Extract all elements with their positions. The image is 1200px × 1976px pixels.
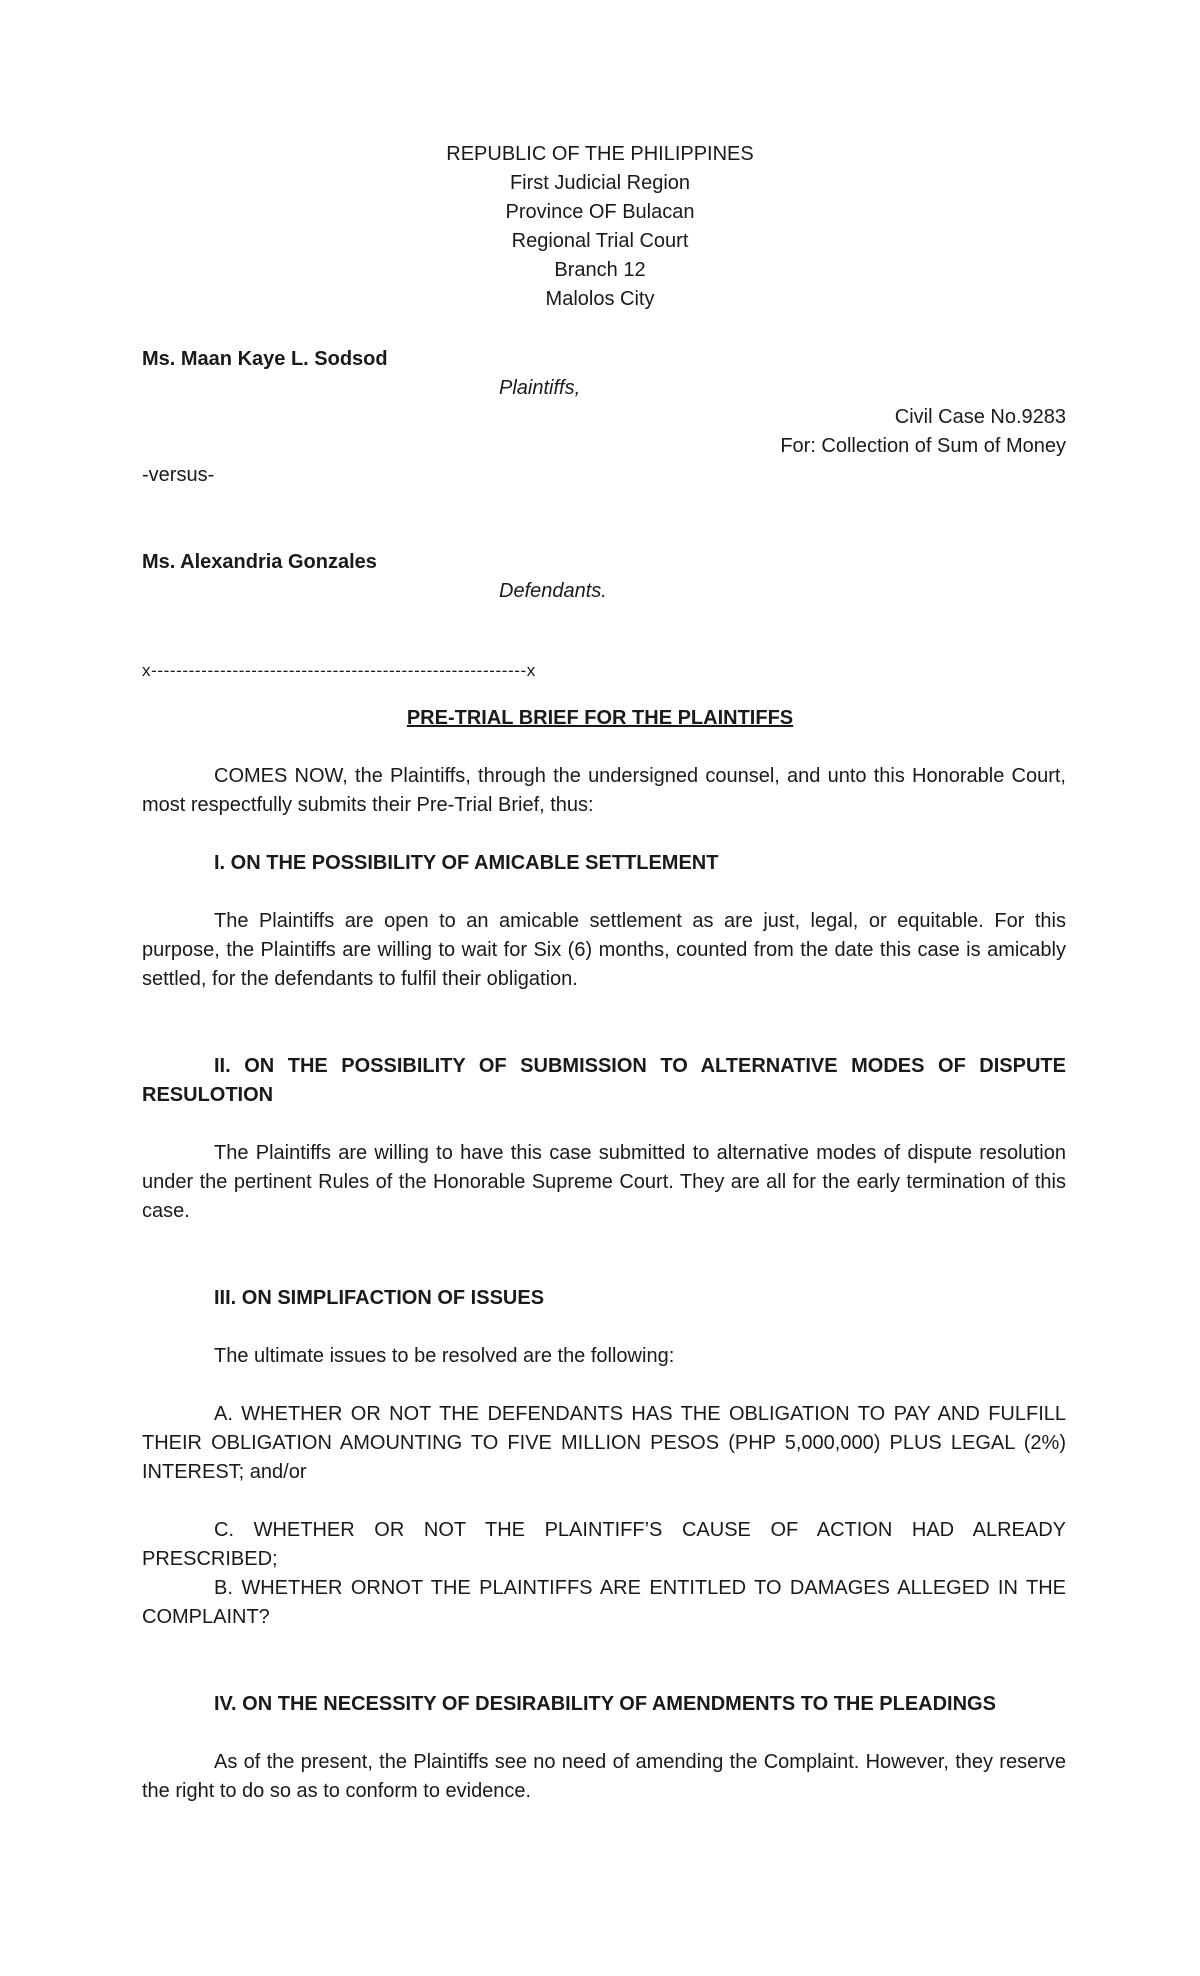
header-province: Province OF Bulacan xyxy=(505,201,695,223)
issue-b: B. WHETHER ORNOT THE PLAINTIFFS ARE ENTITLED TO DAMAGES ALLEGED IN THE COMPLAINT? xyxy=(142,1577,1066,1628)
section-4-body: As of the present, the Plaintiffs see no need of amending the Complaint. However, they reserve the right to do so as to conform to evidence. xyxy=(142,1751,1066,1802)
caption-divider: x------------------------------------------------------------x xyxy=(142,661,536,680)
header-region: First Judicial Region xyxy=(509,172,691,194)
case-number: Civil Case No.9283 xyxy=(894,406,1066,428)
section-1-body: The Plaintiffs are open to an amicable settlement as are just, legal, or equitable. For this purpose, the Plaintiffs are willing to wait for Six (6) months, counted from the date this case is amicably settled, for the defendants to fulfil their obligation. xyxy=(142,910,1066,990)
defendant-name: Ms. Alexandria Gonzales xyxy=(142,551,377,573)
section-2-body: The Plaintiffs are willing to have this case submitted to alternative modes of dispute resolution under the pertinent Rules of the Honorable Supreme Court. They are all for the early termination of this case. xyxy=(142,1142,1066,1222)
case-nature: For: Collection of Sum of Money xyxy=(780,435,1066,457)
court-header xyxy=(0,140,1200,314)
header-city: Malolos City xyxy=(545,288,655,310)
section-4-heading: IV. ON THE NECESSITY OF DESIRABILITY OF AMENDMENTS TO THE PLEADINGS xyxy=(214,1693,996,1715)
intro-paragraph: COMES NOW, the Plaintiffs, through the undersigned counsel, and unto this Honorable Court, most respectfully submits their Pre-Trial Brief, thus: xyxy=(142,765,1066,816)
header-branch: Branch 12 xyxy=(554,259,646,281)
versus-label: -versus- xyxy=(142,464,215,486)
defendant-role: Defendants. xyxy=(499,580,607,602)
plaintiff-name: Ms. Maan Kaye L. Sodsod xyxy=(142,348,388,370)
section-1-heading: I. ON THE POSSIBILITY OF AMICABLE SETTLEMENT xyxy=(214,852,719,874)
plaintiff-role: Plaintiffs, xyxy=(499,377,581,399)
section-2-heading: II. ON THE POSSIBILITY OF SUBMISSION TO ALTERNATIVE MODES OF DISPUTE RESULOTION xyxy=(142,1055,1066,1106)
issue-a: A. WHETHER OR NOT THE DEFENDANTS HAS THE OBLIGATION TO PAY AND FULFILL THEIR OBLIGATION AMOUNTING TO FIVE MILLION PESOS (PHP 5,000,000) PLUS LEGAL (2%) INTEREST; and/or xyxy=(142,1403,1066,1483)
header-court: Regional Trial Court xyxy=(511,230,689,252)
header-republic: REPUBLIC OF THE PHILIPPINES xyxy=(446,143,754,165)
section-3-heading: III. ON SIMPLIFACTION OF ISSUES xyxy=(214,1287,545,1309)
document-title: PRE-TRIAL BRIEF FOR THE PLAINTIFFS xyxy=(406,707,794,729)
issue-c: C. WHETHER OR NOT THE PLAINTIFF’S CAUSE OF ACTION HAD ALREADY PRESCRIBED; xyxy=(142,1519,1066,1570)
section-3-intro: The ultimate issues to be resolved are the following: xyxy=(214,1345,675,1367)
